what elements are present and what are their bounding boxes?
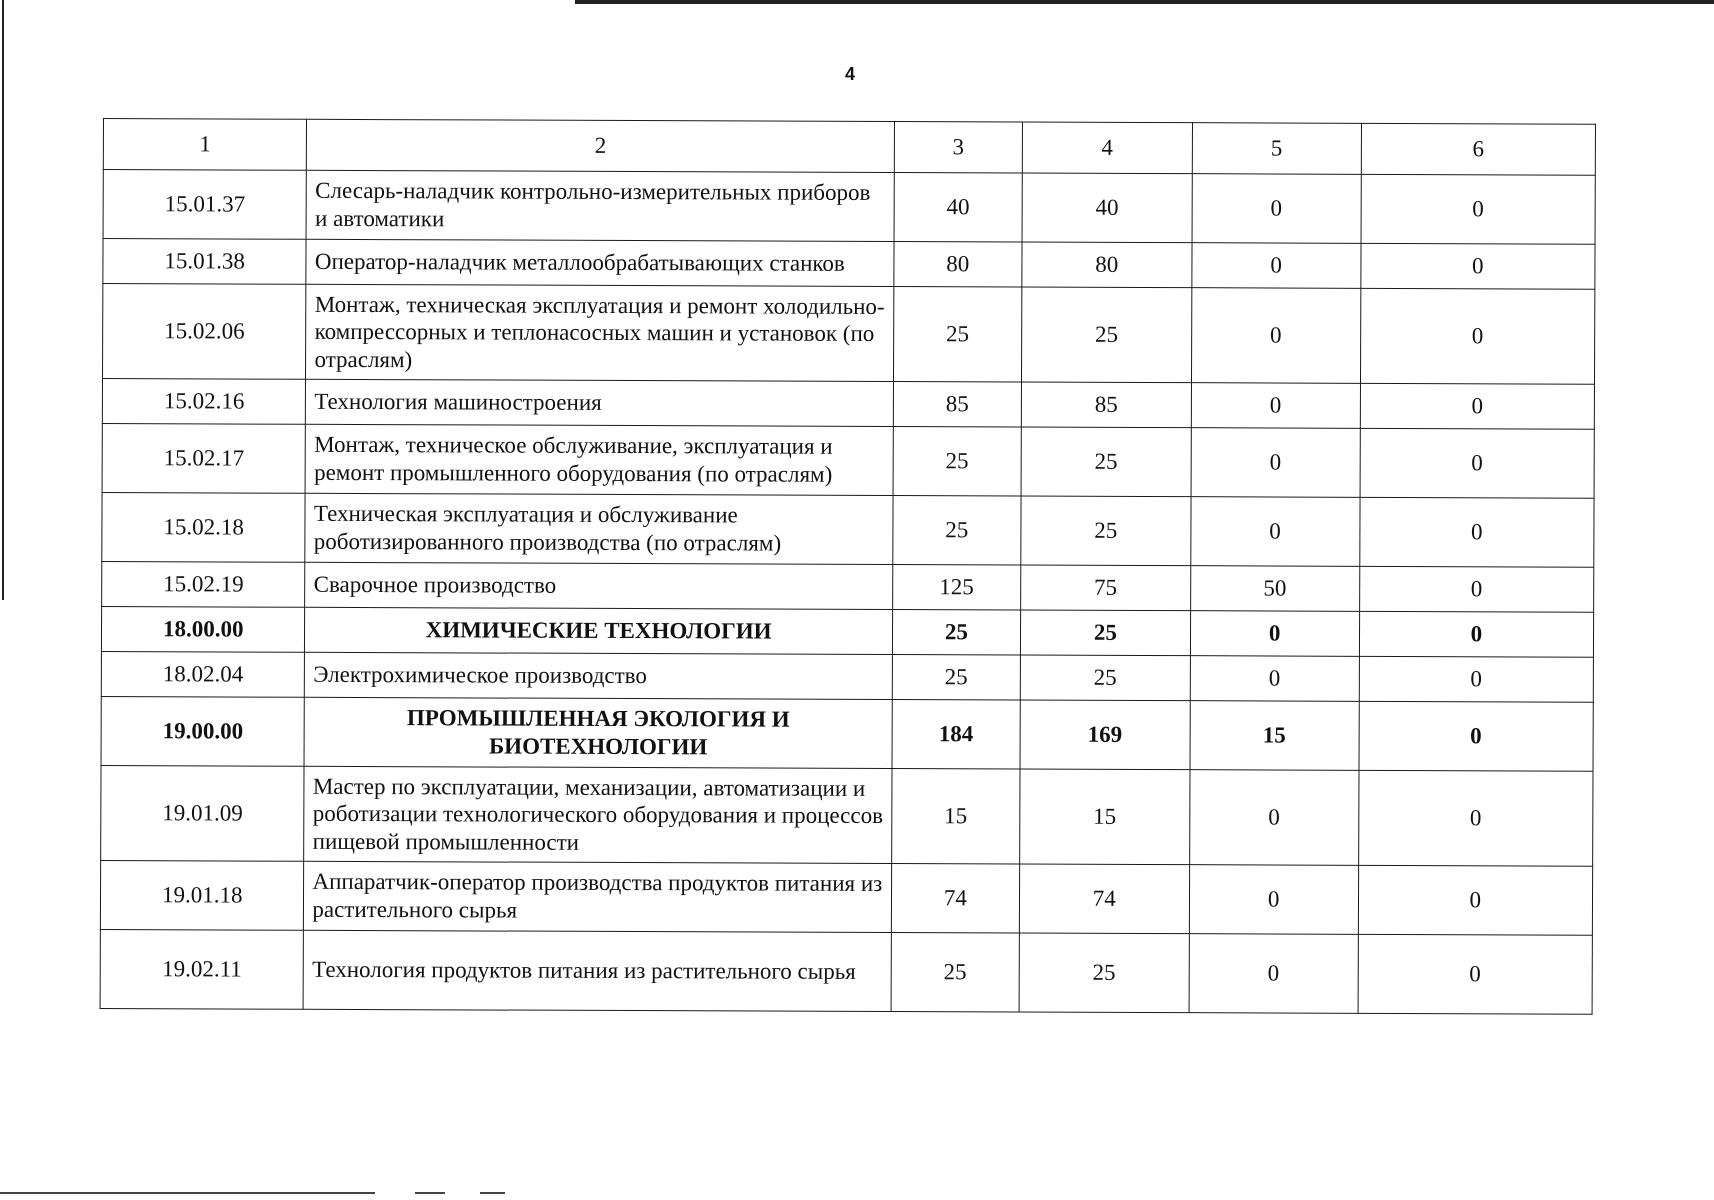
column-6-cell: 0 (1360, 288, 1595, 384)
scan-edge-left (2, 0, 4, 600)
specialty-name-cell: Сварочное производство (305, 562, 892, 609)
column-6-cell: 0 (1358, 770, 1593, 866)
specialty-name-cell: Техническая эксплуатация и обслуживание роботизированного производства (по отраслям) (305, 493, 893, 564)
column-3-cell: 25 (892, 655, 1020, 700)
column-5-cell: 50 (1190, 566, 1359, 612)
code-cell: 15.02.17 (102, 423, 306, 493)
column-3-cell: 25 (893, 496, 1022, 565)
scan-edge-bottom (345, 1192, 375, 1194)
column-6-cell: 0 (1359, 656, 1593, 702)
column-3-cell: 25 (893, 427, 1022, 496)
table-row (103, 239, 1595, 290)
specialties-table (100, 118, 1596, 1015)
column-6-cell: 0 (1358, 865, 1593, 935)
code-cell: 15.01.37 (103, 170, 307, 240)
column-6-cell: 0 (1359, 611, 1593, 657)
column-3-cell: 25 (891, 933, 1020, 1012)
column-4-cell: 25 (1020, 610, 1190, 656)
group-row (101, 606, 1593, 657)
column-4-cell: 169 (1020, 700, 1190, 770)
column-6-cell: 0 (1359, 701, 1594, 771)
table-row (102, 423, 1594, 498)
column-3-cell: 184 (892, 700, 1021, 769)
column-4-cell: 25 (1019, 933, 1189, 1013)
column-3-cell: 25 (892, 610, 1020, 655)
column-5-cell: 0 (1192, 174, 1361, 244)
table-row (101, 765, 1593, 866)
column-header: 2 (307, 119, 894, 172)
column-4-cell: 25 (1021, 496, 1191, 566)
specialty-name-cell: Технология машиностроения (306, 379, 893, 426)
column-5-cell: 0 (1189, 770, 1358, 866)
column-3-cell: 74 (891, 864, 1020, 933)
column-6-cell: 0 (1359, 497, 1594, 567)
column-5-cell: 0 (1192, 243, 1361, 289)
column-header: 5 (1192, 123, 1361, 175)
table-row (100, 860, 1592, 935)
column-6-cell: 0 (1358, 934, 1593, 1014)
column-5-cell: 0 (1190, 611, 1359, 657)
column-5-cell: 0 (1191, 428, 1360, 498)
column-header: 1 (103, 119, 307, 171)
specialty-name-cell: Оператор-наладчик металлообрабатывающих станков (306, 239, 893, 286)
table-row (102, 284, 1594, 385)
column-3-cell: 85 (893, 382, 1021, 427)
specialty-name-cell: ПРОМЫШЛЕННАЯ ЭКОЛОГИЯ И БИОТЕХНОЛОГИИ (304, 697, 892, 768)
column-5-cell: 0 (1189, 865, 1358, 935)
column-4-cell: 85 (1021, 382, 1191, 428)
table-row (103, 170, 1595, 245)
code-cell: 19.02.11 (100, 929, 304, 1009)
table-row (101, 651, 1593, 702)
column-4-cell: 15 (1020, 769, 1190, 865)
scan-edge-bottom (480, 1192, 505, 1194)
scan-edge-top (575, 0, 1714, 4)
scan-edge-bottom (415, 1192, 445, 1194)
scan-edge-bottom (0, 1192, 345, 1194)
table-row (102, 561, 1594, 612)
table-row (102, 379, 1594, 430)
specialty-name-cell: Слесарь-наладчик контрольно-измерительных приборов и автоматики (306, 170, 894, 241)
code-cell: 15.02.18 (102, 492, 306, 562)
page-number: 4 (844, 64, 855, 84)
table-header-row (103, 119, 1595, 176)
specialty-name-cell: Монтаж, техническое обслуживание, эксплуатация и ремонт промышленного оборудования (по отраслям) (306, 424, 894, 495)
code-cell: 18.00.00 (101, 606, 305, 652)
table-body (100, 119, 1595, 1015)
column-6-cell: 0 (1360, 428, 1595, 498)
column-4-cell: 40 (1022, 173, 1192, 243)
specialty-name-cell: Электрохимическое производство (305, 652, 892, 699)
column-6-cell: 0 (1361, 243, 1595, 289)
column-4-cell: 25 (1021, 287, 1191, 383)
code-cell: 19.01.09 (101, 765, 305, 861)
column-6-cell: 0 (1360, 383, 1594, 429)
column-5-cell: 0 (1191, 288, 1360, 384)
column-5-cell: 0 (1189, 934, 1358, 1014)
column-4-cell: 25 (1020, 655, 1190, 701)
column-3-cell: 40 (894, 173, 1023, 242)
column-5-cell: 0 (1190, 497, 1359, 567)
group-row (101, 696, 1593, 771)
column-3-cell: 80 (894, 242, 1022, 287)
column-5-cell: 0 (1190, 656, 1359, 702)
code-cell: 15.02.16 (102, 379, 306, 425)
column-5-cell: 15 (1190, 701, 1359, 771)
column-3-cell: 125 (892, 565, 1020, 610)
column-4-cell: 75 (1021, 565, 1191, 611)
code-cell: 15.01.38 (103, 239, 307, 285)
column-4-cell: 25 (1021, 427, 1191, 497)
table-row (100, 929, 1592, 1014)
code-cell: 15.02.06 (102, 284, 306, 380)
specialty-name-cell: Технология продуктов питания из растительного сырья (304, 930, 892, 1011)
column-header: 4 (1022, 122, 1192, 174)
specialty-name-cell: Монтаж, техническая эксплуатация и ремонт холодильно-компрессорных и теплонасосных машин и установок (по отраслям) (306, 284, 894, 381)
specialty-name-cell: ХИМИЧЕСКИЕ ТЕХНОЛОГИИ (305, 607, 892, 654)
code-cell: 18.02.04 (101, 651, 305, 697)
column-4-cell: 80 (1022, 242, 1192, 288)
column-header: 6 (1361, 123, 1596, 175)
table-row (102, 492, 1594, 567)
column-3-cell: 15 (891, 769, 1020, 864)
column-4-cell: 74 (1019, 864, 1189, 934)
specialty-name-cell: Аппаратчик-оператор производства продуктов питания из растительного сырья (304, 861, 892, 932)
code-cell: 19.00.00 (101, 696, 305, 766)
column-6-cell: 0 (1361, 174, 1596, 244)
code-cell: 15.02.19 (102, 561, 306, 607)
column-3-cell: 25 (893, 287, 1022, 382)
specialty-name-cell: Мастер по эксплуатации, механизации, автоматизации и роботизации технологического оборудования и процессов пищевой промышленности (304, 766, 892, 863)
code-cell: 19.01.18 (100, 860, 304, 930)
column-5-cell: 0 (1191, 383, 1360, 429)
column-6-cell: 0 (1359, 566, 1593, 612)
column-header: 3 (894, 122, 1022, 173)
